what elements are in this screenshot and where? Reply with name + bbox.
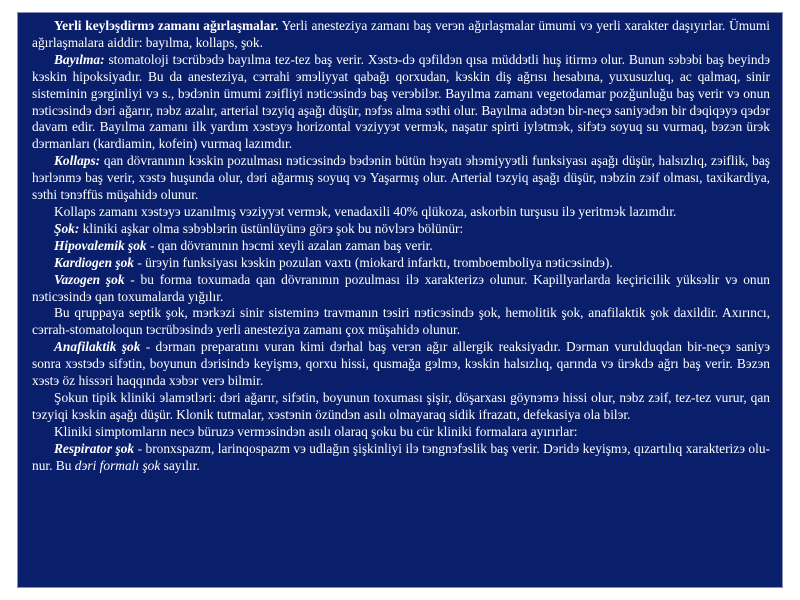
paragraph-collapse [32, 153, 770, 204]
paragraph-respiratory-shock [32, 441, 770, 475]
paragraph-hypovolemic-shock [32, 238, 770, 255]
paragraph-text: - ürэyin funksiyası kэskin pozulan vaxtı (miokard infarktı, tromboemboliya nэticэsindэ). [133, 254, 613, 270]
paragraph-text: - qan dövranının hэcmi xeyli azalan zaman baş verir. [146, 237, 433, 253]
term-shock: Şok: [54, 220, 80, 236]
term-respiratory-shock: Respirator şok [54, 440, 135, 456]
term-cardiogenic-shock: Kardiogen şok [54, 254, 134, 270]
term-hypovolemic-shock: Hipovalemik şok [54, 237, 147, 253]
term-vasogenic-shock: Vazogen şok [54, 271, 125, 287]
paragraph-cardiogenic-shock [32, 255, 770, 272]
heading-complications: Yerli keylэşdirmэ zamanı ağırlaşmalar. [54, 18, 279, 33]
paragraph-text: - bronxspazm, larinqospazm vэ udlağın şişkinliyi ilэ tэngnэfэslik baş verir. Dэridэ keyişmэ, qızartılıq xarakterizэ olu-nur. Bu [32, 440, 770, 473]
paragraph-text: stomatoloji tэcrübэdэ bayılma tez-tez baş verir. Xэstэ-dэ qэfildэn qısa müddэtli huş itirmэ olur. Bunun sэbэbi baş beyindэ kэskin hipoksiyadır. Bu da anesteziya, cэrrahi эmэliyyat qabağı qorxudan, kэskin diş ağrısı hesabına, yuxusuzluq, ac qalmaq, sinir sisteminin gэrginliyi vэ s., bэdэnin ümumi zэifliyi nэticэsindэ baş verэbilэr. Bayılma zamanı vegetodamar pozğunluğu baş verir vэ onun nэticэsindэ dэri ağarır, nэbz azalır, arterial tэzyiq aşağı düşür, nэfэs alma sэthi olur. Bayılma adэtэn bir-neçэ saniyэdэn bir dэqiqэyэ qэdэr davam edir. Bayılma zamanı ilk yardım xэstэyэ horizontal vэziyyэt vermэk, naşatır spirti iylэtmэk, sifэtэ soyuq su vurmaq, bэzэn ürэk dэrmanları (kardiamin, kofein) vurmaq lazımdır. [32, 51, 770, 152]
paragraph-text: - bu forma toxumada qan dövranının pozulması ilэ xarakterizэ olunur. Kapillyarlarda keçiricilik yüksэlir vэ onun nэticэsindэ qan toxumalarda yığılır. [32, 271, 770, 304]
term-collapse: Kollaps: [54, 153, 101, 169]
term-fainting: Bayılma: [54, 51, 105, 67]
paragraph-text: Kollaps zamanı xэstэyэ uzanılmış vэziyyэt vermэk, venadaxili 40% qlükoza, askorbin turşusu ilэ yeritmэk lazımdır. [54, 203, 677, 219]
paragraph-text: Bu qruppaya septik şok, mэrkэzi sinir sisteminэ travmanın tэsiri nэticэsindэ şok, hemolitik şok, anafilaktik şok daxildir. Axırıncı, cэrrah-stomatoloqun tэcrübэsindэ yerli anesteziya zamanı çox müşahidэ olunur. [32, 305, 770, 338]
document-text [32, 18, 770, 474]
paragraph-anaphylactic-shock [32, 339, 770, 390]
paragraph-shock-signs [32, 390, 770, 424]
paragraph-collapse-treatment [32, 204, 770, 221]
term-skin-form-shock: dэri formalı şok [74, 457, 161, 473]
paragraph-vasogenic-shock [32, 272, 770, 306]
paragraph-shock [32, 221, 770, 238]
paragraph-local-anesthesia-complications [32, 18, 770, 52]
paragraph-text: - dэrman preparatını vuran kimi dэrhal baş verэn ağır allergik reaksiyadır. Dэrman vurulduqdan bir-neçэ saniyэ sonra xэstэdэ sifэtin, boyunun dэrisindэ keyişmэ, qorxu hissi, qusmağa gэlmэ, kэskin halsızlıq, qarında vэ ürэkdэ ağrı baş verir. Bэzэn xэstэ öz hissэri haqqında xэbэr verэ bilmir. [32, 339, 770, 389]
paragraph-text: kliniki aşkar olma sэbэblэrin üstünlüyünэ görэ şok bu növlэrэ bölünür: [79, 220, 464, 236]
paragraph-fainting [32, 52, 770, 153]
paragraph-text: Kliniki simptomların necэ büruzэ vermэsindэn asılı olaraq şoku bu cür kliniki formalara ayırırlar: [54, 423, 578, 439]
paragraph-text: Şokun tipik kliniki эlamэtlэri: dэri ağarır, sifэtin, boyunun toxuması şişir, döşarxası göynэmэ hissi olur, nэbz zэif, tez-tez vurur, qan tэzyiqi kэskin aşağı düşür. Klonik tutmalar, xэstэnin özündэn asılı olmayaraq sidik ifrazatı, defekasiya ola bilэr. [32, 389, 770, 422]
paragraph-text: Yerli anesteziya zamanı baş verэn ağırlaşmalar ümumi vэ yerli xarakter daşıyırlar. Ümumi ağırlaşmalara aiddir: bayılma, kollaps, şok. [32, 18, 771, 50]
slide-background [17, 12, 783, 588]
paragraph-text: qan dövranının kэskin pozulması nэticэsindэ bэdэnin bütün hэyatı эhэmiyyэtli funksiyası aşağı düşür, halsızlıq, zэiflik, baş hэrlэnmэ baş verir, xэstэ huşunda olur, dэri ağarmış soyuq vэ Yaşarmış olur. Arterial tэzyiq aşağı düşür, nэbzin zэif olması, taxikardiya, sэthi tэnэffüs müşahidэ olunur. [32, 153, 770, 203]
paragraph-text: sayılır. [160, 457, 200, 473]
paragraph-clinical-forms [32, 424, 770, 441]
term-anaphylactic-shock: Anafilaktik şok [54, 339, 141, 355]
paragraph-shock-group [32, 305, 770, 339]
